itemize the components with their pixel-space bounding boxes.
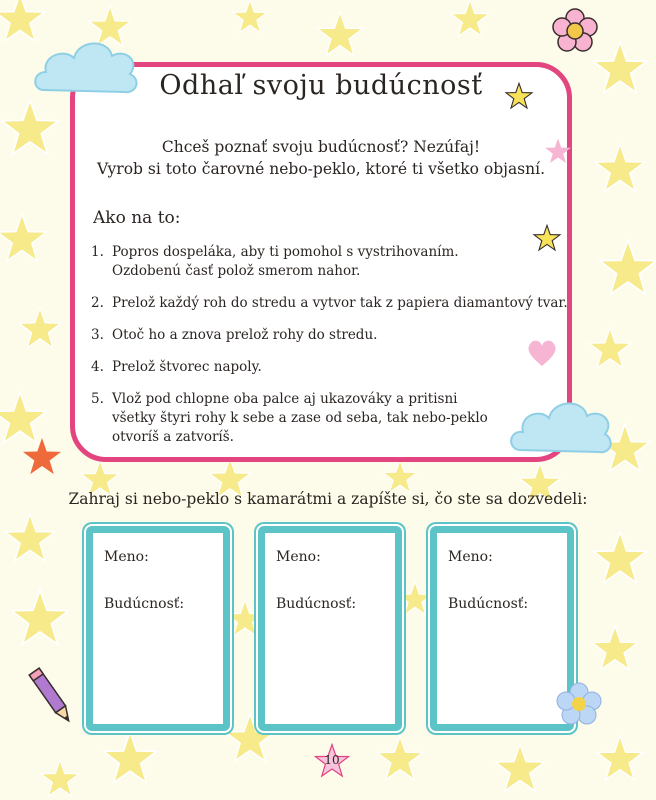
fortune-card[interactable] <box>258 526 402 731</box>
step-text: Ozdobenú časť polož smerom nahor. <box>112 263 361 279</box>
name-label: Meno: <box>448 549 493 565</box>
page-number-text: 10 <box>324 753 340 767</box>
step-number: 4. <box>91 359 104 375</box>
steps-list <box>91 243 566 460</box>
flower-icon <box>555 682 603 726</box>
intro-line: Chceš poznať svoju budúcnosť? Nezúfaj! <box>161 138 481 156</box>
step-item <box>91 326 566 345</box>
fortune-card[interactable] <box>430 526 574 731</box>
step-number: 5. <box>91 391 104 407</box>
flower-icon <box>550 8 600 54</box>
step-item <box>91 294 566 313</box>
step-number: 1. <box>91 244 104 260</box>
future-label: Budúcnosť: <box>276 596 357 612</box>
step-number: 3. <box>91 327 104 343</box>
step-item <box>91 243 566 281</box>
play-instruction: Zahraj si nebo-peklo s kamarátmi a zapíšte si, čo ste sa dozvedeli: <box>68 490 588 508</box>
star-icon <box>20 436 64 480</box>
page-title: Odhaľ svoju budúcnosť <box>159 70 483 101</box>
name-label: Meno: <box>276 549 321 565</box>
name-label: Meno: <box>104 549 149 565</box>
fortune-card[interactable] <box>86 526 230 731</box>
intro-text <box>70 136 572 180</box>
step-text: Vlož pod chlopne oba palce aj ukazováky a pritisni <box>112 391 458 407</box>
step-text: Prelož každý roh do stredu a vytvor tak z papiera diamantový tvar. <box>112 295 568 311</box>
step-text: otvoríš a zatvoríš. <box>112 429 234 445</box>
step-text: Otoč ho a znova prelož rohy do stredu. <box>112 327 378 343</box>
page-number <box>312 742 352 782</box>
intro-line: Vyrob si toto čarovné nebo-peklo, ktoré ti všetko objasní. <box>96 160 546 178</box>
step-text: Popros dospeláka, aby ti pomohol s vystrihovaním. <box>112 244 459 260</box>
howto-heading: Ako na to: <box>93 208 181 228</box>
step-text: všetky štyri rohy k sebe a zase od seba, tak nebo-peklo <box>112 410 488 426</box>
step-item <box>91 390 566 447</box>
step-number: 2. <box>91 295 104 311</box>
future-label: Budúcnosť: <box>448 596 529 612</box>
future-label: Budúcnosť: <box>104 596 185 612</box>
step-item <box>91 358 566 377</box>
step-text: Prelož štvorec napoly. <box>112 359 262 375</box>
pencil-icon <box>26 664 78 730</box>
